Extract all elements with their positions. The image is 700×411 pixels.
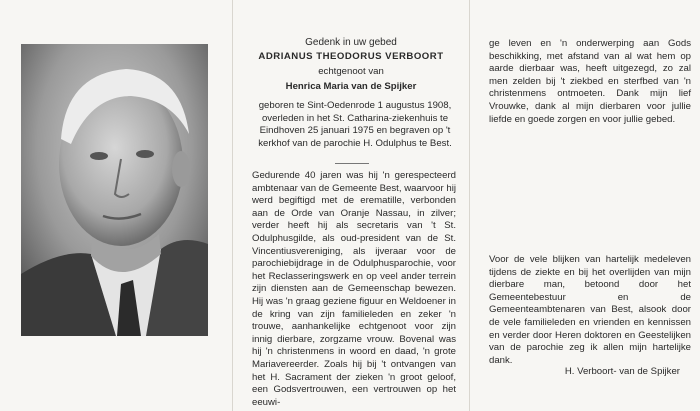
- signature: H. Verboort- van de Spijker: [564, 366, 680, 377]
- spouse-label: echtgenoot van: [318, 66, 384, 77]
- right-panel: [470, 0, 700, 411]
- divider-line: [335, 163, 369, 164]
- biography-continued-text: ge leven en 'n onderwerping aan Gods beschikking, met afstand van al wat hem op aarde dierbaar was, heeft uitgezegd, zo zal men zelden bij 't ziekbed en sterfbed van 'n christenmens ontmoeten. Dank mijn lief Vrouwke, dank al mijn dierbaren voor jullie liefde en goede zorgen en voor jullie gebed.: [489, 38, 691, 125]
- portrait-photo: [21, 44, 208, 336]
- prayer-heading: Gedenk in uw gebed: [305, 37, 397, 48]
- middle-panel: [233, 0, 470, 411]
- birth-death-text: geboren te Sint-Oedenrode 1 augustus 1908, overleden in het St. Catharina-ziekenhuis te Eindhoven 25 januari 1975 en begraven op 't kerkhof van de parochie H. Odulphus te Best.: [258, 100, 452, 149]
- spouse-name: Henrica Maria van de Spijker: [285, 81, 417, 92]
- thanks-text: Voor de vele blijken van hartelijk medeleven tijdens de ziekte en bij het overlijden van mijn dierbare man, betoond door het Gemeentebestuur en de Gemeenteambtenaren van Best, alsook door de vele familieleden en vrienden en kennissen en verder door Heren doktoren en Geestelijken van de parochie zeg ik allen mijn hartelijke dank.: [489, 254, 691, 366]
- left-panel: [0, 0, 233, 411]
- deceased-name: ADRIANUS THEODORUS VERBOORT: [258, 51, 444, 62]
- biography-text: Gedurende 40 jaren was hij 'n gerespecteerd ambtenaar van de Gemeente Best, waarvoor hij werd begiftigd met de erematille, verbonden aan de Orde van Oranje Nassau, in zilver; verder heeft hij als secretaris van 't St. Odulphusgilde, als oud-president van de St. Vincentiusvereniging, als ijveraar voor de parochiebijdrage in de Odulphusparochie, voor het Reclasseringswerk en op veel ander terrein zijn diensten aan de Gemeenschap bewezen. Hij was 'n graag geziene figuur en Weldoener in de kring van zijn familieleden en zeker 'n trouwe, aanhankelijke echtgenoot voor zijn innig dierbare, zorgzame vrouw. Bovenal was hij 'n christenmens in woord en daad, 'n grote Mariavereerder. Zoals hij bij 't ontvangen van het H. Sacrament der zieken 'n groot geloof, een Godsvertrouwen, een vertrouwen op het eeuwi-: [252, 170, 456, 408]
